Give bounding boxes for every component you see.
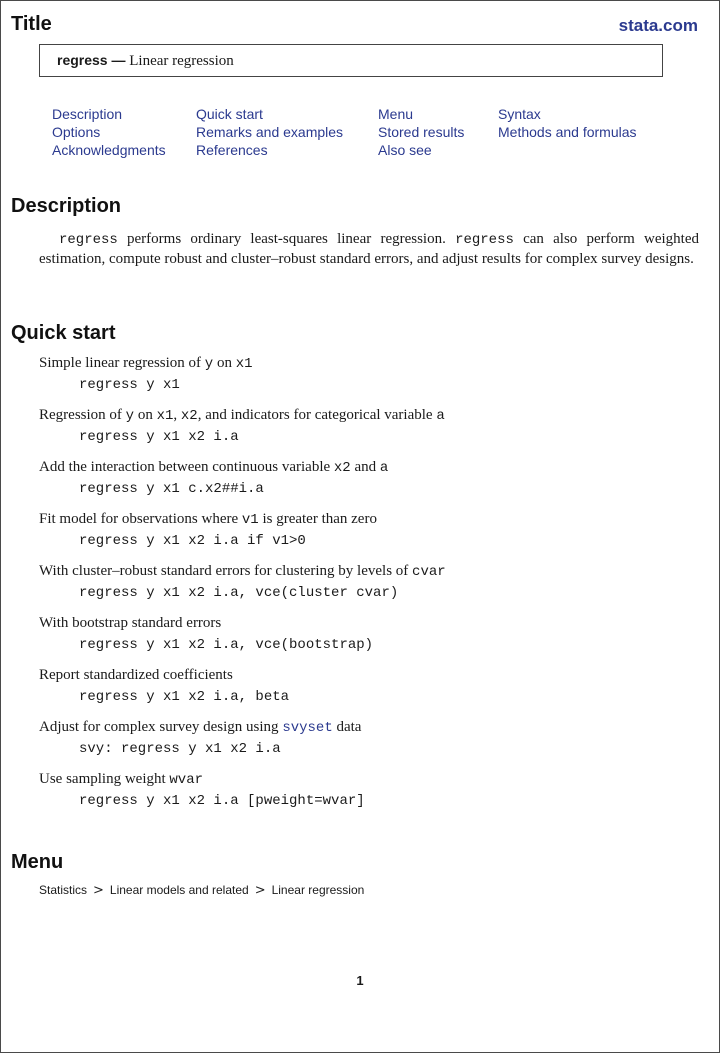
quick-start-code: regress y x1 c.x2##i.a [79,481,264,497]
nav-link-remarks-examples[interactable]: Remarks and examples [196,124,344,140]
quick-start-item [39,614,373,654]
menu-path-separator: > [93,883,104,898]
quick-start-item [39,666,289,706]
description-cmd-2: regress [455,232,514,248]
quick-start-item [39,562,446,602]
nav-column-4 [498,105,637,141]
quick-start-description: Add the interaction between continuous variable x2 and a [39,459,389,476]
command-description: Linear regression [129,53,234,69]
quick-start-code: regress y x1 x2 i.a, vce(cluster cvar) [79,585,399,601]
quick-start-code: regress y x1 x2 i.a [79,429,239,445]
quick-start-code: regress y x1 x2 i.a, vce(bootstrap) [79,637,374,653]
menu-path-separator: > [254,883,266,898]
nav-column-3 [378,105,464,159]
menu-path-linear-regression: Linear regression [271,883,365,897]
menu-path-statistics: Statistics [39,883,88,897]
nav-link-references[interactable]: References [196,142,268,158]
quick-start-description: Fit model for observations where v1 is greater than zero [39,511,377,528]
command-name: regress — [57,52,126,68]
description-text-1: performs ordinary least-squares linear regression. [117,231,456,247]
quick-start-item [39,718,361,758]
quick-start-description: Simple linear regression of y on x1 [39,355,253,372]
title-heading: Title [11,13,52,35]
quick-start-item [39,510,377,550]
nav-link-methods-formulas[interactable]: Methods and formulas [498,124,637,140]
quick-start-description: Adjust for complex survey design using svyset data [39,719,362,736]
quick-start-item [39,406,445,446]
nav-link-acknowledgments[interactable]: Acknowledgments [52,142,166,158]
menu-path-linear-models: Linear models and related [109,883,249,897]
nav-link-also-see[interactable]: Also see [378,142,432,158]
quick-start-description: Report standardized coefficients [39,667,233,683]
menu-heading: Menu [11,851,64,873]
nav-link-syntax[interactable]: Syntax [498,106,541,122]
quick-start-item [39,458,388,498]
nav-link-menu[interactable]: Menu [378,106,414,122]
description-cmd-1: regress [59,232,118,248]
quick-start-code: regress y x1 x2 i.a, beta [79,689,290,705]
quick-start-description: Regression of y on x1, x2, and indicators for categorical variable a [39,407,445,424]
menu-path [39,883,364,898]
nav-link-quick-start[interactable]: Quick start [196,106,263,122]
quick-start-description: With cluster–robust standard errors for clustering by levels of cvar [39,563,446,580]
description-text-2: can also perform weighted estimation, compute robust and cluster–robust standard errors, and adjust results for complex survey designs. [39,231,699,267]
stata-com-link[interactable]: stata.com [618,16,698,35]
nav-link-stored-results[interactable]: Stored results [378,124,465,140]
quick-start-heading: Quick start [11,322,116,344]
quick-start-code: regress y x1 x2 i.a if v1>0 [79,533,306,549]
quick-start-item [39,354,253,394]
nav-link-description[interactable]: Description [52,106,123,122]
quick-start-description: With bootstrap standard errors [39,615,222,631]
quick-start-code: regress y x1 x2 i.a [pweight=wvar] [79,793,365,809]
description-heading: Description [11,195,122,217]
description-paragraph [39,230,699,269]
svyset-link[interactable]: svyset [282,720,333,736]
title-box [39,44,663,77]
nav-column-1 [52,105,166,159]
quick-start-code: regress y x1 [79,377,180,393]
page-number: 1 [356,973,364,988]
nav-link-options[interactable]: Options [52,124,101,140]
quick-start-description: Use sampling weight wvar [39,771,204,788]
nav-column-2 [196,105,343,159]
quick-start-item [39,770,365,810]
quick-start-code: svy: regress y x1 x2 i.a [79,741,281,757]
